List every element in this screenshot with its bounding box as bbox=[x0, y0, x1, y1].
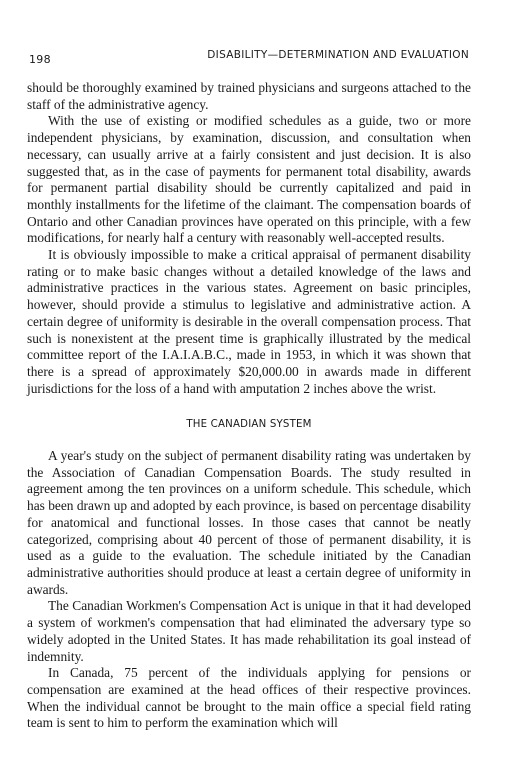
paragraph-schedules: With the use of existing or modified schedules as a guide, two or more independent physicians, by examination, discussion, and consultation when necessary, can usually arrive at a fairly consistent and just decision. It is also suggested that, as in the case of payments for permanent total disability, awards for permanent partial disability should be currently capitalized and paid in monthly installments for the lifetime of the claimant. The compensation boards of Ontario and other Canadian provinces have operated on this principle, with a few modifications, for nearly half a century with reasonably well-accepted results. bbox=[27, 113, 471, 246]
paragraph-continued: should be thoroughly examined by trained physicians and surgeons attached to the staff of the administrative agency. bbox=[27, 80, 471, 112]
paragraph-appraisal: It is obviously impossible to make a critical appraisal of permanent disability rating or to make basic changes without a detailed knowledge of the laws and administrative practices in the various states. Agreement on basic principles, however, should provide a stimulus to legislative and administrative action. A certain degree of uniformity is desirable in the overall compensation process. That such is nonexistent at the present time is graphically illustrated by the medical committee report of the I.A.I.A.B.C., made in 1953, in which it was shown that there is a spread of approximately $20,000.00 in awards made in different jurisdictions for the loss of a hand with amputation 2 inches above the wrist. bbox=[27, 247, 471, 396]
paragraph-canada-examinations: In Canada, 75 percent of the individuals applying for pensions or compensation are examined at the head offices of their respective provinces. When the individual cannot be brought to the main office a special field rating team is sent to him to perform the examination which will bbox=[27, 665, 471, 731]
section-heading: THE CANADIAN SYSTEM bbox=[186, 419, 312, 431]
running-header bbox=[27, 48, 471, 64]
page-number: 198 bbox=[29, 53, 51, 66]
paragraph-canadian-study: A year's study on the subject of permanent disability rating was undertaken by the Association of Canadian Compensation Boards. The study resulted in agreement among the ten provinces on a uniform schedule. This schedule, which has been drawn up and adopted by each province, is based on percentage disability for anatomical and functional losses. In those cases that cannot be neatly categorized, comprising about 40 percent of those of permanent disability, it is used as a guide to the evaluation. The schedule initiated by the Canadian administrative authorities should produce at least a certain degree of uniformity in awards. bbox=[27, 448, 471, 597]
body-text bbox=[27, 80, 471, 732]
running-title: DISABILITY—DETERMINATION AND EVALUATION bbox=[207, 49, 469, 61]
paragraph-canadian-act: The Canadian Workmen's Compensation Act is unique in that it had developed a system of workmen's compensation that had eliminated the adversary type so widely adopted in the United States. It has made rehabilitation its goal instead of indemnity. bbox=[27, 598, 471, 664]
